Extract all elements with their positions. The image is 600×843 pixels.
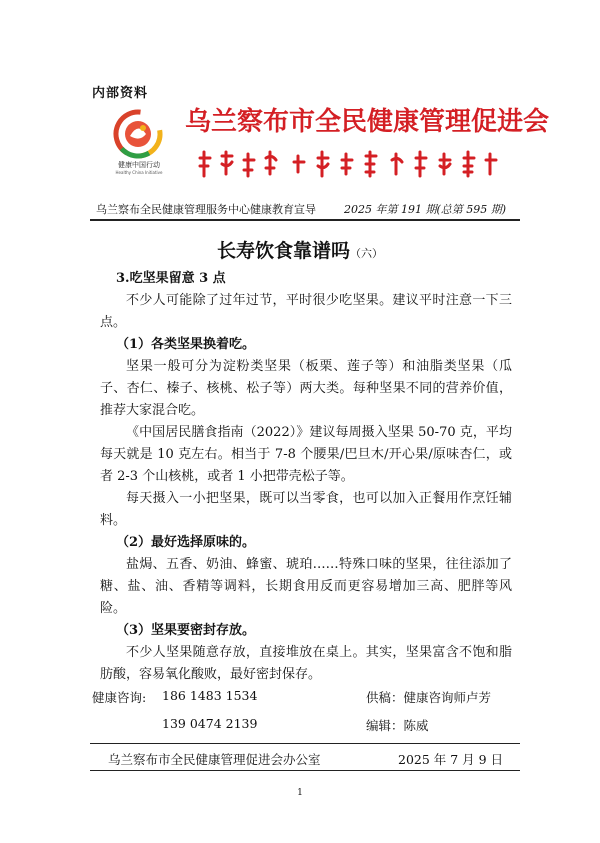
intro-paragraph: 不少人可能除了过年过节，平时很少吃坚果。建议平时注意一下三点。 <box>100 293 512 330</box>
article-title <box>0 236 600 263</box>
contact-phone-2: 139 0474 2139 <box>162 716 258 731</box>
paragraph-guideline: 《中国居民膳食指南（2022）》建议每周摄入坚果 50-70 克，平均每天就是 10 克左右。相当于 7-8 个腰果/巴旦木/开心果/原味杏仁，或者 2-3 个山核桃，或者 1 小把带壳松子等。 <box>100 425 512 484</box>
footer-rule-top <box>90 743 520 744</box>
article-title-text: 长寿饮食靠谱吗 <box>216 240 350 262</box>
contact-phone-1: 186 1483 1534 <box>162 688 258 703</box>
supplier-credit: 供稿：健康咨询师卢芳 <box>366 690 492 705</box>
paragraph-storage: 不少人坚果随意存放，直接堆放在桌上。其实，坚果富含不饱和脂肪酸，容易氧化酸败，最好密封保存。 <box>100 645 512 682</box>
paragraph-flavors: 盐焗、五香、奶油、蜂蜜、琥珀……特殊口味的坚果，往往添加了糖、盐、油、香精等调料，长期食用反而更容易增加三高、肥胖等风险。 <box>100 557 512 616</box>
subheading-3: （3）坚果要密封存放。 <box>116 623 256 638</box>
article-title-suffix: （六） <box>350 247 383 260</box>
section-heading: 3.吃坚果留意 3 点 <box>116 271 226 286</box>
paragraph-nut-types: 坚果一般可分为淀粉类坚果（板栗、莲子等）和油脂类坚果（瓜子、杏仁、榛子、核桃、松子等）两大类。每种坚果不同的营养价值，推荐大家混合吃。 <box>100 359 512 418</box>
contact-label: 健康咨询: <box>92 690 147 705</box>
header-rule <box>90 219 520 221</box>
issue-number: 2025 年第 191 期(总第 595 期) <box>344 203 507 216</box>
mongolian-script-title <box>198 148 498 180</box>
paragraph-daily-intake: 每天摄入一小把坚果，既可以当零食，也可以加入正餐用作烹饪辅料。 <box>100 491 512 528</box>
internal-material-label: 内部资料 <box>92 86 149 101</box>
page-number: 1 <box>297 788 303 798</box>
issuer-line: 乌兰察布全民健康管理服务中心健康教育宣导 <box>96 203 316 216</box>
editor-credit: 编辑：陈威 <box>366 718 429 733</box>
organization-title: 乌兰察布市全民健康管理促进会 <box>185 107 550 137</box>
logo-icon <box>112 108 164 160</box>
footer-date: 2025 年 7 月 9 日 <box>398 752 504 767</box>
subheading-2: （2）最好选择原味的。 <box>116 535 256 550</box>
footer-office: 乌兰察布市全民健康管理促进会办公室 <box>108 752 321 767</box>
logo-caption: 健康中国行动 <box>118 161 160 169</box>
logo-subcaption: Healthy China Initiative <box>115 170 163 175</box>
footer-rule-bottom <box>90 770 520 771</box>
subheading-1: （1）各类坚果换着吃。 <box>116 337 256 352</box>
